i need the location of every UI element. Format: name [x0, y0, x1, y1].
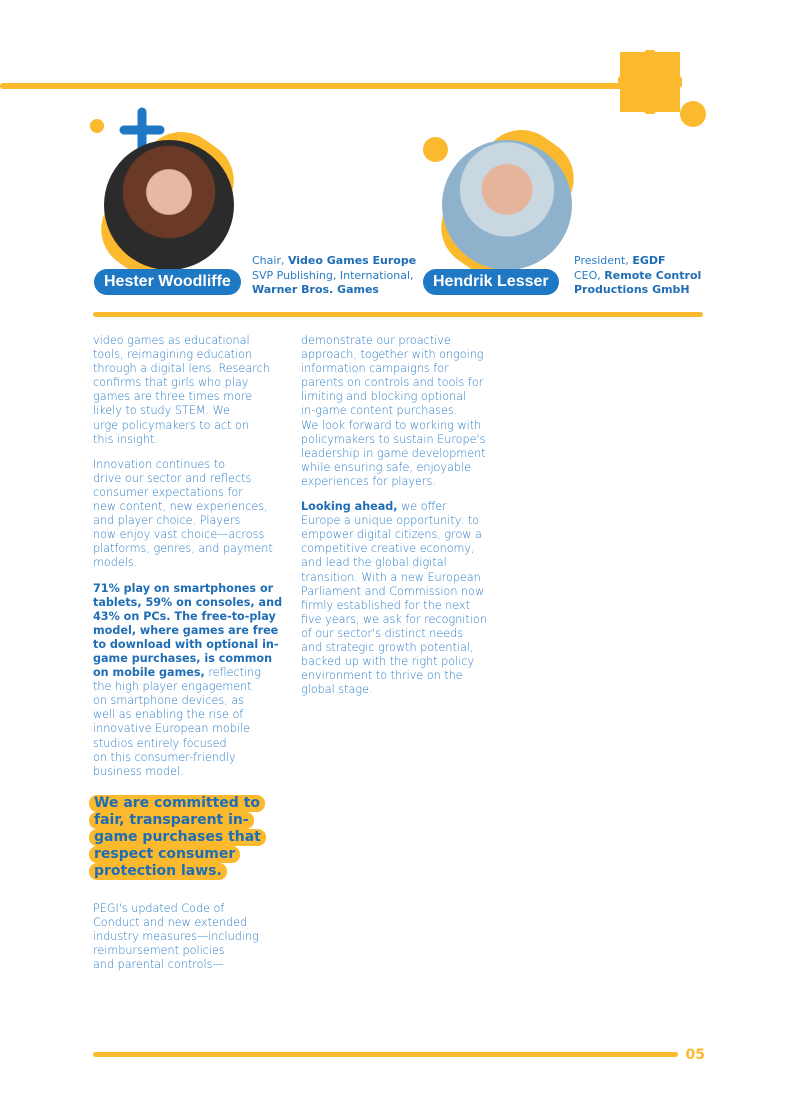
column-2 — [301, 334, 501, 708]
text-line: model, where games are free — [93, 623, 279, 637]
text-line: 71% play on smartphones or — [93, 581, 274, 595]
top-rule — [0, 83, 640, 89]
text-line: confirms that girls who play — [93, 376, 249, 390]
text-line: approach, together with ongoing — [301, 348, 484, 362]
role-text: President, — [574, 254, 633, 267]
text-line: this insight. — [93, 432, 158, 446]
text-line: games are three times more — [93, 390, 253, 404]
text-line: respect consumer — [89, 846, 240, 863]
role-text: SVP Publishing, International, — [252, 268, 414, 282]
dot-decoration — [90, 119, 104, 133]
text-line: empower digital citizens, grow a — [301, 528, 482, 542]
role-org: Warner Bros. Games — [252, 283, 379, 296]
text-line: leadership in game development — [301, 446, 486, 460]
text-line: on this consumer-friendly — [93, 750, 236, 764]
text-line: likely to study STEM. We — [93, 404, 230, 418]
text-line: game purchases, is common — [93, 651, 273, 665]
role-org: Productions GmbH — [574, 283, 690, 296]
text-line: We look forward to working with — [301, 418, 482, 432]
text-line: and strategic growth potential, — [301, 640, 474, 654]
text-line: new content, new experiences, — [93, 500, 268, 514]
text-line: urge policymakers to act on — [93, 418, 249, 432]
footer-rule — [93, 1052, 678, 1057]
text-line: studios entirely focused — [93, 736, 227, 750]
text-line — [93, 666, 293, 680]
text-line: industry measures—including — [93, 930, 259, 943]
text-line: tools, reimagining education — [93, 348, 253, 362]
text: reflecting — [204, 666, 261, 680]
person-name: Hendrik Lesser — [423, 269, 559, 295]
text-line: Europe a unique opportunity: to — [301, 514, 480, 528]
text-line: while ensuring safe, enjoyable — [301, 460, 471, 474]
text-line: and lead the global digital — [301, 556, 447, 570]
text-line: to download with optional in- — [93, 637, 279, 651]
text-line: models. — [93, 556, 138, 570]
text-line — [301, 500, 501, 514]
paragraph — [93, 334, 293, 447]
text-line: parents on controls and tools for — [301, 376, 484, 390]
text-line: of our sector's distinct needs — [301, 626, 464, 640]
text-line: and player choice. Players — [93, 514, 241, 528]
bold-text: Looking ahead, — [301, 500, 398, 514]
text-line: information campaigns for — [301, 362, 449, 376]
text-line: competitive creative economy, — [301, 542, 475, 556]
text-line: business model. — [93, 764, 184, 778]
person-role — [574, 254, 701, 298]
dot-decoration — [423, 137, 448, 162]
text-line: five years, we ask for recognition — [301, 612, 487, 626]
text-line: platforms, genres, and payment — [93, 542, 273, 556]
dot-decoration — [680, 101, 706, 127]
paragraph — [93, 458, 293, 571]
person-role — [252, 254, 416, 298]
text-line: Conduct and new extended — [93, 915, 248, 929]
text-line: 43% on PCs. The free-to-play — [93, 609, 276, 623]
pull-quote — [89, 795, 293, 880]
role-org: Remote Control — [604, 268, 702, 282]
portrait-hester-woodliffe — [104, 140, 234, 270]
text-line: backed up with the right policy — [301, 655, 475, 669]
text-line: global stage. — [301, 683, 373, 697]
portrait-hendrik-lesser — [442, 140, 572, 270]
text-line: firmly established for the next — [301, 598, 471, 612]
text-line: tablets, 59% on consoles, and — [93, 595, 283, 609]
text-line: reimbursement policies — [93, 944, 225, 958]
text-line: policymakers to sustain Europe's — [301, 432, 486, 446]
text-line: through a digital lens. Research — [93, 362, 270, 376]
text-line: We are committed to — [89, 795, 265, 812]
header-rule — [93, 312, 703, 317]
text-line: now enjoy vast choice—across — [93, 528, 265, 542]
paragraph — [93, 582, 293, 779]
text-line: well as enabling the rise of — [93, 708, 244, 722]
role-text: Chair, — [252, 254, 288, 267]
text-line: video games as educational — [93, 334, 250, 347]
bold-text: on mobile games, — [93, 666, 205, 680]
role-text: CEO, — [574, 268, 605, 282]
role-org: Video Games Europe — [287, 254, 417, 267]
text-line: transition. With a new European — [301, 570, 481, 584]
text-line: innovative European mobile — [93, 722, 250, 736]
text-line: Innovation continues to — [93, 457, 226, 471]
text-line: consumer expectations for — [93, 485, 243, 499]
plus-icon — [618, 50, 682, 114]
role-org: EGDF — [632, 254, 666, 267]
paragraph — [93, 902, 293, 972]
text-line: the high player engagement — [93, 680, 252, 694]
text-line: experiences for players. — [301, 474, 436, 488]
text-line: demonstrate our proactive — [301, 334, 451, 347]
paragraph — [301, 500, 501, 697]
person-name: Hester Woodliffe — [94, 269, 241, 295]
column-1 — [93, 334, 293, 983]
text-line: PEGI's updated Code of — [93, 901, 225, 915]
text-line: environment to thrive on the — [301, 669, 463, 683]
text-line: drive our sector and reflects — [93, 471, 252, 485]
text-line: limiting and blocking optional — [301, 390, 467, 404]
page-number: 05 — [685, 1047, 705, 1063]
text-line: in-game content purchases. — [301, 404, 458, 418]
text-line: game purchases that — [89, 829, 266, 846]
paragraph — [301, 334, 501, 489]
text-line: fair, transparent in- — [89, 812, 254, 829]
text: we offer — [397, 500, 447, 514]
text-line: Parliament and Commission now — [301, 584, 485, 598]
text-line: on smartphone devices, as — [93, 694, 244, 708]
text-line: protection laws. — [89, 863, 227, 880]
text-line: and parental controls— — [93, 958, 224, 972]
